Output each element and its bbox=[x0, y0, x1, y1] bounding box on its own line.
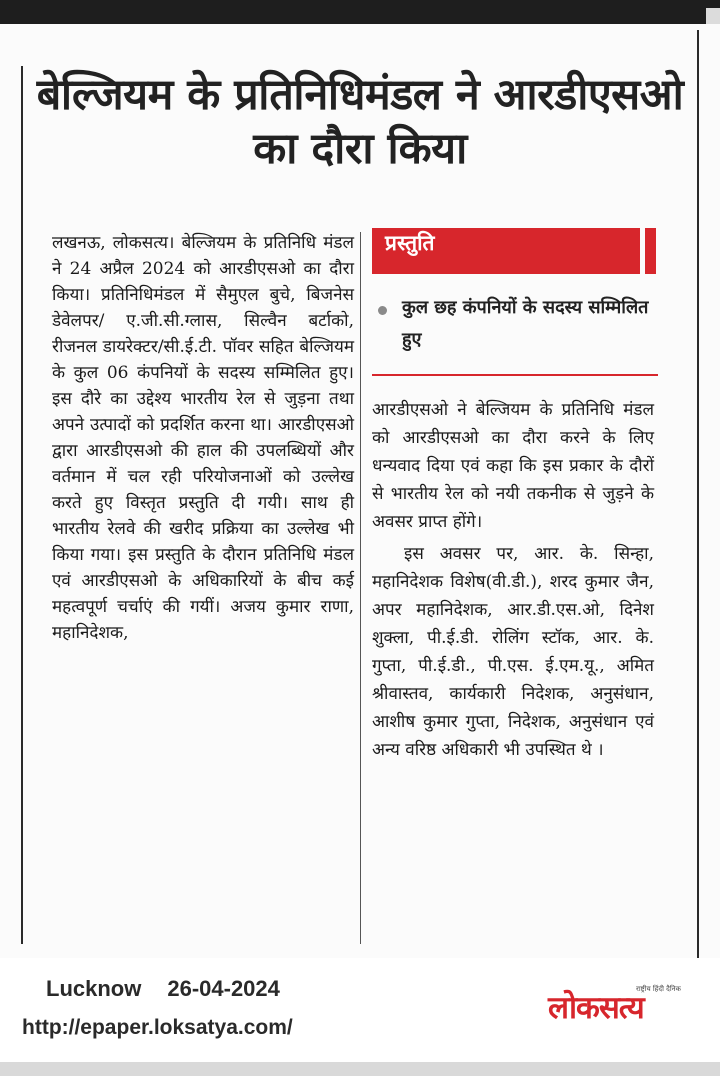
headline: बेल्जियम के प्रतिनिधिमंडल ने आरडीएसओ का दौरा किया bbox=[36, 70, 684, 174]
epaper-url[interactable]: http://epaper.loksatya.com/ bbox=[22, 1016, 293, 1039]
right-paragraph-2: इस अवसर पर, आर. के. सिन्हा, महानिदेशक विशेष(वी.डी.), शरद कुमार जैन, अपर महानिदेशक, आर.डी.एस.ओ, दिनेश शुक्ला, पी.ई.डी. रोलिंग स्टॉक, आर. के. गुप्ता, पी.ई.डी., पी.एस. ई.एम.यू., अमित श्रीवास्तव, कार्यकारी निदेशक, अनुसंधान, आशीष कुमार गुप्ता, निदेशक, अनुसंधान एवं अन्य वरिष्ठ अधिकारी भी उपस्थित थे । bbox=[372, 544, 654, 760]
column-divider bbox=[360, 232, 361, 944]
section-tag-gap bbox=[640, 228, 645, 274]
city-label: Lucknow bbox=[46, 976, 142, 1001]
newspaper-logo: लोकसत्य bbox=[548, 990, 644, 1026]
left-border-rule bbox=[21, 66, 23, 944]
right-border-rule bbox=[697, 30, 699, 958]
highlight-rule bbox=[372, 374, 658, 376]
bottom-strip bbox=[0, 1062, 720, 1076]
bullet-icon bbox=[378, 306, 387, 315]
date-label: 26-04-2024 bbox=[167, 976, 280, 1001]
right-column bbox=[372, 396, 654, 764]
highlight-text: कुल छह कंपनियों के सदस्य सम्मिलित हुए bbox=[402, 297, 649, 350]
section-tag: प्रस्तुति bbox=[385, 231, 435, 255]
logo-tagline: राष्ट्रीय हिंदी दैनिक bbox=[636, 985, 681, 993]
top-bar bbox=[0, 0, 720, 24]
right-paragraph-1: आरडीएसओ ने बेल्जियम के प्रतिनिधि मंडल को आरडीएसओ का दौरा करने के लिए धन्यवाद दिया एवं कहा कि इस प्रकार के दौरों से भारतीय रेल को नयी तकनीक से जुड़ने के अवसर प्राप्त होंगे। bbox=[372, 400, 654, 532]
left-column-text: लखनऊ, लोकसत्य। बेल्जियम के प्रतिनिधि मंडल ने 24 अप्रैल 2024 को आरडीएसओ का दौरा किया। प्रतिनिधिमंडल में सैमुएल बुचे, बिजनेस डेवेलपर/ ए.जी.सी.ग्लास, सिल्वैन बर्टाको, रीजनल डायरेक्टर/सी.ई.टी. पॉवर सहित बेल्जियम के कुल 06 कंपनियों के सदस्य सम्मिलित हुए। इस दौरे का उद्देश्य भारतीय रेल से जुड़ना तथा अपने उत्पादों को प्रदर्शित करना था। आरडीएसओ द्वारा आरडीएसओ की हाल की उपलब्धियों और वर्तमान में चल रही परियोजनाओं को उल्लेख करते हुए विस्तृत प्रस्तुति दी गयी। साथ ही भारतीय रेलवे की खरीद प्रक्रिया का उल्लेख भी किया गया। इस प्रस्तुति के दौरान प्रतिनिधि मंडल एवं आरडीएसओ के अधिकारियों के बीच कई महत्वपूर्ण चर्चाएं की गयीं। अजय कुमार राणा, महानिदेशक, bbox=[52, 233, 354, 643]
footer-meta bbox=[46, 976, 280, 1002]
